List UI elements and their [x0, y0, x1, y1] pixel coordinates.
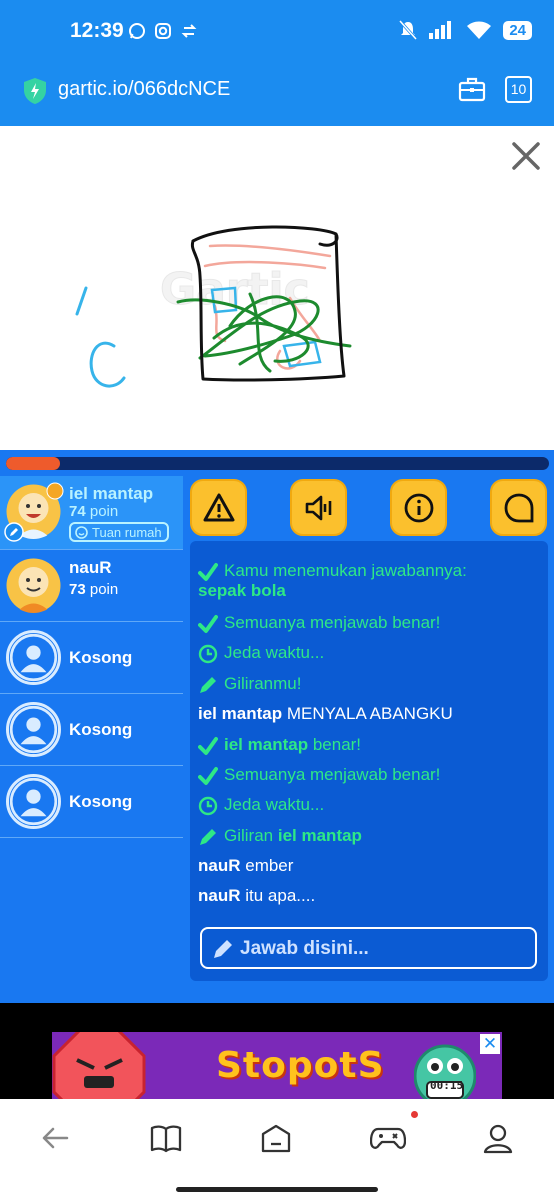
drawing-canvas[interactable]: [0, 126, 554, 450]
security-shield-icon[interactable]: [22, 77, 48, 105]
empty-user-icon: [6, 702, 61, 757]
player-drawing: [0, 126, 554, 450]
correct-answer: sepak bola: [198, 581, 286, 600]
player-name: iel mantap: [69, 484, 154, 503]
stop-sign-mascot: [52, 1032, 147, 1099]
empty-user-icon: [6, 774, 61, 829]
gamepad-icon[interactable]: [370, 1123, 406, 1153]
system-home-indicator[interactable]: [176, 1187, 378, 1192]
profile-icon[interactable]: [483, 1123, 513, 1155]
player-points-value: 74: [69, 503, 86, 520]
round-timer-fill: [6, 457, 60, 470]
chat-username: iel mantap: [198, 704, 283, 723]
answer-placeholder[interactable]: Jawab disini...: [240, 938, 369, 959]
chat-message-user: [198, 856, 538, 876]
book-icon[interactable]: [150, 1123, 182, 1153]
empty-slot-label: Kosong: [69, 792, 133, 811]
status-notification-icons: [128, 22, 198, 40]
chat-message-text: [198, 856, 293, 876]
chat-message-system: [198, 643, 538, 664]
url-bar[interactable]: [0, 62, 554, 126]
chat-message-text: Giliranmu!: [224, 674, 302, 693]
clock-icon: [198, 644, 218, 664]
chat-message-text: [224, 826, 362, 846]
host-smiley-icon: [75, 526, 88, 539]
clock-icon: [198, 796, 218, 816]
chat-message-text: Semuanya menjawab benar!: [224, 765, 441, 784]
ad-area: [0, 1003, 554, 1099]
briefcase-icon[interactable]: [458, 76, 486, 102]
chat-text: MENYALA ABANGKU: [286, 704, 453, 723]
notification-dot: [411, 1111, 418, 1118]
game-panel: [0, 450, 554, 1003]
chat-message-user: [198, 704, 538, 724]
close-canvas-icon[interactable]: [511, 141, 541, 171]
chat-message-system: [198, 561, 538, 601]
bottom-navigation: [0, 1099, 554, 1200]
sound-button[interactable]: [290, 479, 347, 536]
chat-username: iel mantap: [224, 735, 309, 754]
crown-badge-icon: [46, 482, 64, 500]
chat-message-text: Jeda waktu...: [224, 643, 325, 662]
chat-text: Kamu menemukan jawabannya:: [224, 561, 467, 580]
report-icon: [203, 492, 235, 524]
tab-count-button[interactable]: 10: [505, 76, 532, 103]
chat-button[interactable]: [490, 479, 547, 536]
pencil-icon: [212, 938, 234, 960]
status-time: 12:39: [70, 19, 124, 42]
status-system-icons: [399, 20, 532, 40]
ad-brand-logo: StopotS: [216, 1045, 385, 1086]
browser-top-bar: [0, 0, 554, 126]
host-badge-label: Tuan rumah: [92, 524, 162, 540]
empty-slot[interactable]: [0, 622, 183, 694]
chat-message-text: [224, 735, 361, 755]
info-button[interactable]: [390, 479, 447, 536]
svg-text:Gartic: Gartic: [160, 264, 310, 315]
ad-banner[interactable]: [52, 1032, 502, 1099]
player-points-value: 73: [69, 581, 86, 598]
pencil-icon: [198, 675, 218, 695]
drawing-pencil-icon: [4, 522, 24, 542]
chat-message-text: Semuanya menjawab benar!: [224, 613, 441, 632]
mute-icon: [399, 20, 417, 40]
chat-message-text: Jeda waktu...: [224, 795, 325, 814]
sync-icon: [180, 22, 198, 40]
chat-message-system: [198, 826, 538, 847]
url-text[interactable]: gartic.io/066dcNCE: [58, 78, 231, 100]
chat-message-text: [198, 704, 453, 724]
host-badge: [69, 522, 169, 542]
player-points-unit: poin: [89, 581, 119, 598]
instagram-icon: [154, 22, 172, 40]
check-icon: [198, 614, 218, 634]
player-card-host[interactable]: [0, 476, 183, 550]
empty-user-icon: [6, 630, 61, 685]
chat-message-system: [198, 765, 538, 786]
ad-clock-text: 00:15: [430, 1079, 464, 1092]
chat-icon: [503, 492, 535, 524]
pencil-icon: [198, 827, 218, 847]
player-card[interactable]: [0, 550, 183, 622]
empty-slot[interactable]: [0, 766, 183, 838]
chat-username: nauR: [198, 856, 241, 875]
player-points: [69, 503, 118, 520]
chat-text: itu apa....: [245, 886, 316, 905]
empty-slot[interactable]: [0, 694, 183, 766]
empty-slot-label: Kosong: [69, 648, 133, 667]
wifi-icon: [467, 21, 491, 39]
status-bar: [0, 0, 554, 62]
chat-message-system: [198, 674, 538, 695]
chat-message-text: [198, 561, 467, 601]
check-icon: [198, 736, 218, 756]
back-icon[interactable]: [40, 1123, 70, 1153]
check-icon: [198, 562, 218, 582]
sound-icon: [303, 492, 335, 524]
chat-text: Giliran: [224, 826, 274, 845]
player-points-unit: poin: [89, 503, 119, 520]
player-avatar: [6, 558, 61, 613]
chat-message-text: [198, 886, 315, 906]
chat-message-system: [198, 735, 538, 756]
answer-input[interactable]: [200, 927, 537, 969]
info-icon: [403, 492, 435, 524]
empty-slot-label: Kosong: [69, 720, 133, 739]
chat-text: ember: [245, 856, 294, 875]
chat-message-user: [198, 886, 538, 906]
chat-message-system: [198, 613, 538, 634]
chat-username: nauR: [198, 886, 241, 905]
player-points: [69, 581, 118, 598]
chat-panel[interactable]: [190, 541, 548, 981]
battery-indicator: 24: [503, 21, 532, 40]
whatsapp-icon: [128, 22, 146, 40]
player-name: nauR: [69, 558, 112, 577]
report-button[interactable]: [190, 479, 247, 536]
chat-username: iel mantap: [277, 826, 362, 845]
chat-message-system: [198, 795, 538, 816]
signal-icon: [429, 21, 455, 39]
check-icon: [198, 766, 218, 786]
chat-text: benar!: [312, 735, 362, 754]
round-timer-bar: [6, 457, 549, 470]
home-icon[interactable]: [260, 1123, 292, 1155]
ad-close-button[interactable]: ✕: [480, 1034, 500, 1054]
